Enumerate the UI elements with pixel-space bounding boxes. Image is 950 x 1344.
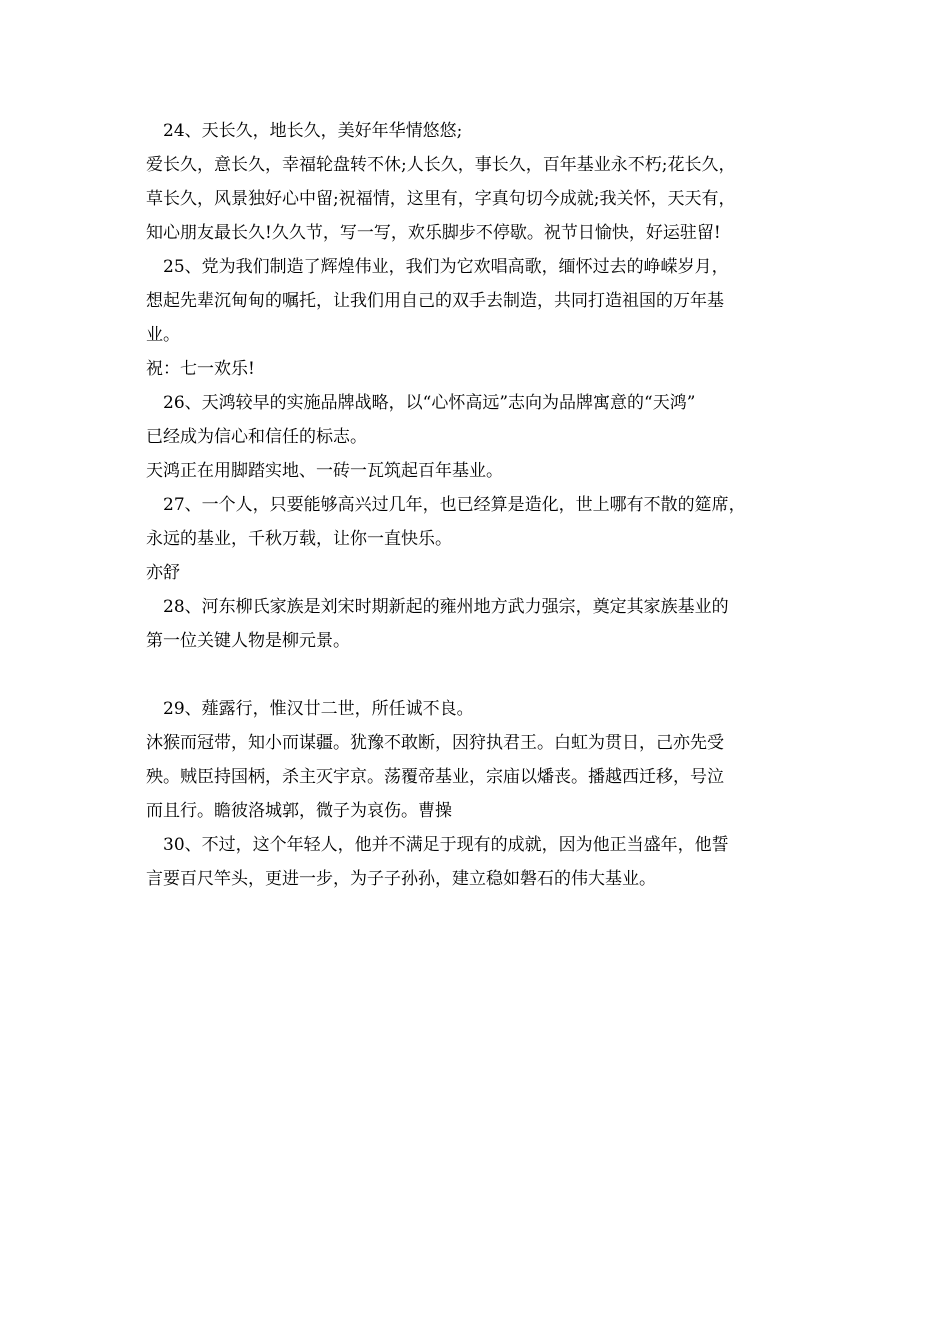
item-24-text-line: 爱长久，意长久，幸福轮盘转不休;人长久，事长久，百年基业永不朽;花长久， (146, 155, 736, 175)
item-25-text-line: 祝：七一欢乐! (146, 359, 255, 379)
item-29-text-line: 殃。贼臣持国柄，杀主灭宇京。荡覆帝基业，宗庙以燔丧。播越西迁移，号泣 (146, 767, 724, 787)
paragraph-gap (146, 658, 810, 692)
item-28-text-line: 第一位关键人物是柳元景。 (146, 631, 350, 651)
item-29-text-line: 沐猴而冠带，知小而谋疆。犹豫不敢断，因狩执君王。白虹为贯日，己亦先受 (146, 733, 724, 753)
item-28-heading: 28、河东柳氏家族是刘宋时期新起的雍州地方武力强宗，奠定其家族基业的 (163, 597, 729, 617)
item-27-text-line: 永远的基业，千秋万载，让你一直快乐。 (146, 529, 452, 549)
item-25-text-line: 想起先辈沉甸甸的嘱托，让我们用自己的双手去制造，共同打造祖国的万年基 (146, 291, 724, 311)
item-24-heading: 24、天长久，地长久，美好年华情悠悠; (163, 121, 463, 141)
item-25-heading: 25、党为我们制造了辉煌伟业，我们为它欢唱高歌，缅怀过去的峥嵘岁月， (163, 257, 729, 277)
item-29-heading: 29、薤露行，惟汉廿二世，所任诚不良。 (163, 699, 474, 719)
item-29-text-line: 而且行。瞻彼洛城郭，微子为哀伤。曹操 (146, 801, 452, 821)
item-26-text-line: 天鸿正在用脚踏实地、一砖一瓦筑起百年基业。 (146, 461, 503, 481)
item-25-text-line: 业。 (146, 325, 180, 345)
item-26-text-line: 已经成为信心和信任的标志。 (146, 427, 367, 447)
item-26-heading: 26、天鸿较早的实施品牌战略，以“心怀高远”志向为品牌寓意的“天鸿” (163, 393, 696, 413)
item-30-heading: 30、不过，这个年轻人，他并不满足于现有的成就，因为他正当盛年，他誓 (163, 835, 729, 855)
item-27-heading: 27、一个人，只要能够高兴过几年，也已经算是造化，世上哪有不散的筵席， (163, 495, 746, 515)
item-24-text-line: 草长久，风景独好心中留;祝福情，这里有，字真句切今成就;我关怀，天天有， (146, 189, 736, 209)
item-24-text-line: 知心朋友最长久!久久节，写一写，欢乐脚步不停歇。祝节日愉快，好运驻留! (146, 223, 721, 243)
item-30-text-line: 言要百尺竿头，更进一步，为子子孙孙，建立稳如磐石的伟大基业。 (146, 869, 656, 889)
item-27-author: 亦舒 (146, 563, 180, 583)
document-body (146, 114, 810, 896)
